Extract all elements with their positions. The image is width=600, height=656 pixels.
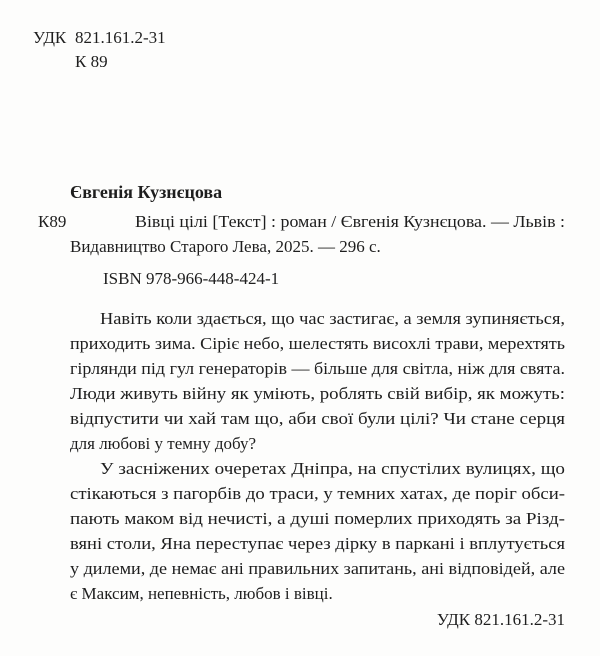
isbn: ISBN 978-966-448-424-1 — [103, 269, 280, 288]
annotation-line: пають маком від нечисті, а душі померлих приходять за Різд- — [70, 509, 565, 528]
catalog-entry — [38, 209, 565, 259]
udc-codes — [75, 26, 166, 74]
author-heading: Євгенія Кузнєцова — [70, 182, 223, 202]
catalog-entry-line: Видавництво Старого Лева, 2025. — 296 с. — [70, 237, 381, 256]
annotation-line: Навіть коли здається, що час застигає, а земля зупиняється, — [100, 309, 565, 328]
annotation-line: у дилеми, де немає ані правильних запитань, ані відповідей, але — [70, 559, 565, 578]
udc-bottom: УДК 821.161.2-31 — [436, 610, 565, 629]
annotation-line: для любові у темну добу? — [70, 434, 257, 453]
annotation-line: стікаються з пагорбів до траси, у темних хатах, де поріг обси- — [70, 484, 565, 503]
annotation-line: гірлянди під гул генераторів — більше для світла, ніж для свята. — [70, 359, 565, 378]
udc-top-block — [33, 26, 166, 74]
annotation-line: приходить зима. Сіріє небо, шелестять висохлі трави, мерехтять — [70, 334, 565, 353]
udc-number: 821.161.2-31 — [75, 28, 166, 47]
annotation-line: Люди живуть війну як уміють, роблять свій вибір, як можуть: — [70, 384, 565, 403]
annotation-line: є Максим, непевність, любов і вівці. — [70, 584, 333, 603]
annotation — [70, 306, 565, 606]
catalog-authors-mark: К89 — [38, 212, 67, 231]
authors-mark: К 89 — [75, 52, 108, 71]
annotation-line: відпустити чи хай там що, аби свої були цілі? Чи стане серця — [70, 409, 565, 428]
annotation-line: У засніжених очеретах Дніпра, на спустілих вулицях, що — [100, 459, 565, 478]
catalog-entry-line: Вівці цілі [Текст] : роман / Євгенія Кузнєцова. — Львів : — [135, 212, 565, 231]
udc-label: УДК — [33, 28, 67, 47]
annotation-line: вяні столи, Яна переступає через дірку в паркані і вплутується — [70, 534, 565, 553]
